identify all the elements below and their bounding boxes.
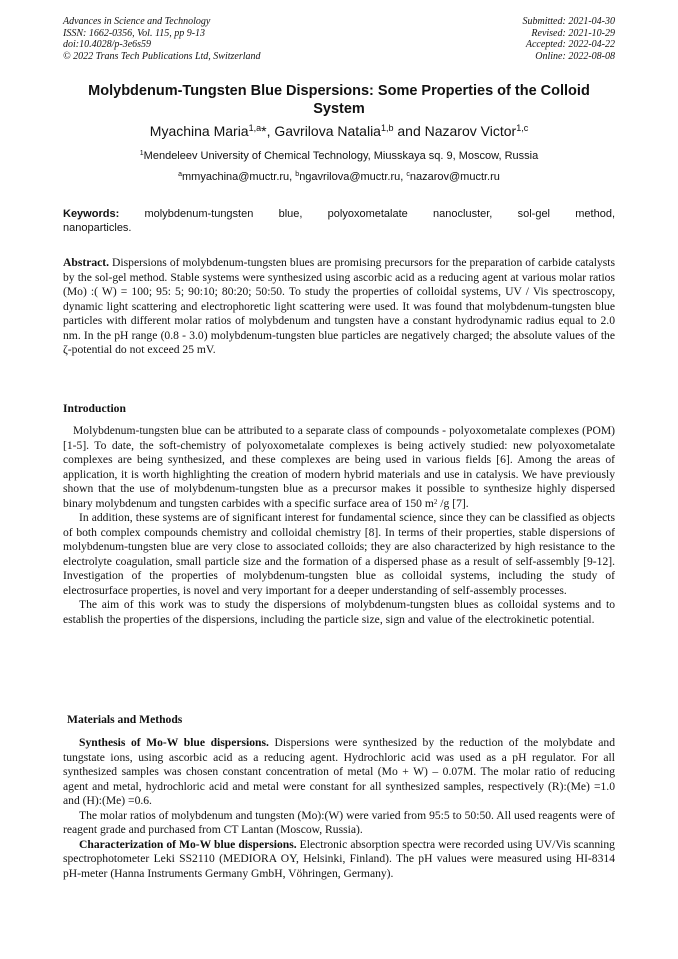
paragraph-text: Electronic absorption spectra were recorded using UV/Vis scanning spectrophotometer Leki SS2110 (MEDIORA OY, Helsinki, Finland). The pH values were measured using HI-8314 pH-meter (Hanna Instruments Germany GmbH, Vöhringen, Germany). [63,837,615,880]
superscript: 2 [433,497,438,506]
date-submitted: Submitted: 2021-04-30 [522,16,615,27]
author-affil-mark: 1,b [380,123,394,133]
subsection-label: Characterization of Mo-W blue dispersions. [79,837,297,851]
keywords [63,207,615,235]
keywords-line [63,207,615,221]
email-separator: , [289,171,296,183]
paragraph-text: Molybdenum-tungsten blue can be attributed to a separate class of compounds - polyoxometalate complexes (POM) [1-5]. To date, the soft-chemistry of polyoxometalate complexes is being actively studied: new polyoxometalate complexes are being synthesized, and these complexes are being used in various fields [6]. Among the areas of application, it is worth highlighting the creation of modern hybrid materials and use in catalysis. We have previously shown that the use of molybdenum-tungsten blue as a precursor makes it possible to synthesize highly dispersed binary molybdenum and tungsten carbides with a specific surface area of 150 m [63,424,615,510]
journal-name: Advances in Science and Technology [63,16,211,27]
author-name: Nazarov Victor [424,123,517,139]
paragraph [63,424,615,511]
author-separator: , [266,123,275,139]
section-heading-methods: Materials and Methods [67,713,183,726]
author-name: Gavrilova Natalia [274,123,381,139]
paragraph [63,736,615,809]
paper-title: Molybdenum-Tungsten Blue Dispersions: Some Properties of the Colloid System [88,83,590,117]
abstract [63,256,615,358]
paragraph: In addition, these systems are of significant interest for fundamental science, since they can be classified as objects of both complex compounds chemistry and colloidal chemistry [8]. In terms of their properties, stable dispersions of molybdenum-tungsten blue are very close to associated colloids; they are also characterized by high resistance to the electrolyte coagulation, small particle size and the formation of a dispersed phase as a result of self-assembly [9-12]. Investigation of the properties of molybdenum-tungsten blue as colloidal systems, including the study of electrosurface properties, is novel and very important for a deeper understanding of self-assembly processes. [63,511,615,597]
email-address[interactable]: nazarov@muctr.ru [409,171,500,183]
abstract-label: Abstract. [63,256,110,269]
journal-info [63,16,261,62]
author-list [40,122,638,140]
date-accepted: Accepted: 2022-04-22 [525,39,615,50]
keywords-text: molybdenum-tungsten blue, polyoxometalate nanocluster, sol-gel method, [144,208,615,220]
journal-copyright: © 2022 Trans Tech Publications Ltd, Switzerland [63,50,261,62]
date-online: Online: 2022-08-08 [535,50,615,62]
corresponding-star: * [261,123,267,139]
paragraph [63,838,615,882]
journal-doi: doi:10.4028/p-3e6s59 [63,39,152,50]
date-revised: Revised: 2021-10-29 [531,27,615,39]
email-list [40,170,638,184]
section-heading-introduction: Introduction [63,402,126,415]
email-address[interactable]: ngavrilova@muctr.ru [299,171,401,183]
paragraph: The aim of this work was to study the dispersions of molybdenum-tungsten blues as colloidal systems and to establish the properties of the dispersions, including the particle size, sign and value of the electrokinetic potential. [63,598,615,626]
introduction-body [63,424,615,627]
author-separator: and [393,123,425,139]
paragraph-text: /g [7]. [437,496,469,510]
keywords-line: nanoparticles. [63,222,132,234]
email-mark: b [295,171,300,178]
author-affil-mark: 1,c [516,123,529,133]
paragraph: The molar ratios of molybdenum and tungsten (Mo):(W) were varied from 95:5 to 50:50. All used reagents were of reagent grade and purchased from CT Lantan (Moscow, Russia). [63,808,615,836]
methods-body [63,736,615,881]
email-mark: a [178,171,183,178]
affiliation [40,149,638,163]
email-separator: , [400,171,407,183]
author-name: Myachina Maria [149,123,249,139]
subsection-label: Synthesis of Mo-W blue dispersions. [79,736,269,749]
keywords-label: Keywords: [63,208,120,220]
paragraph-text: Dispersions were synthesized by the reduction of the molybdate and tungstate ions, using ascorbic acid as a reducing agent. Hydrochloric acid was used as a pH regulator. For all synthesized samples was chosen constant concentration of metal (Mo + W) – 0.07M. The molar ratio of reducing agent and metal, hydrochloric acid and metal were constant for all synthesized samples, respectively (R):(Me) =1.0 and (H):(Me) =0.6. [63,736,615,807]
email-address[interactable]: mmyachina@muctr.ru [182,171,290,183]
abstract-text: Dispersions of molybdenum-tungsten blues are promising precursors for the preparation of carbide catalysts by the sol-gel method. Stable systems were synthesized using ascorbic acid as a reducing agent at various molar ratios (Mo) :( W) = 100; 95: 5; 90:10; 80:20; 50:50. To study the properties of colloidal systems, UV / Vis spectroscopy, dynamic light scattering and electrophoretic light scattering were used. It was found that molybdenum-tungsten blue particles with different molar ratios of molybdenum and tungsten have a constant hydrodynamic radius equal to 2.0 nm. In the pH range (0.8 - 3.0) molybdenum-tungsten blue particles are negatively charged; the absolute values of the ζ-potential do not exceed 25 mV. [63,256,615,356]
affiliation-text: Mendeleev University of Chemical Technology, Miusskaya sq. 9, Moscow, Russia [143,150,539,162]
affiliation-mark: 1 [139,150,144,157]
publication-dates [523,16,616,62]
author-affil-mark: 1,a [248,123,262,133]
email-mark: c [406,171,410,178]
journal-issn: ISSN: 1662-0356, Vol. 115, pp 9-13 [63,27,206,39]
